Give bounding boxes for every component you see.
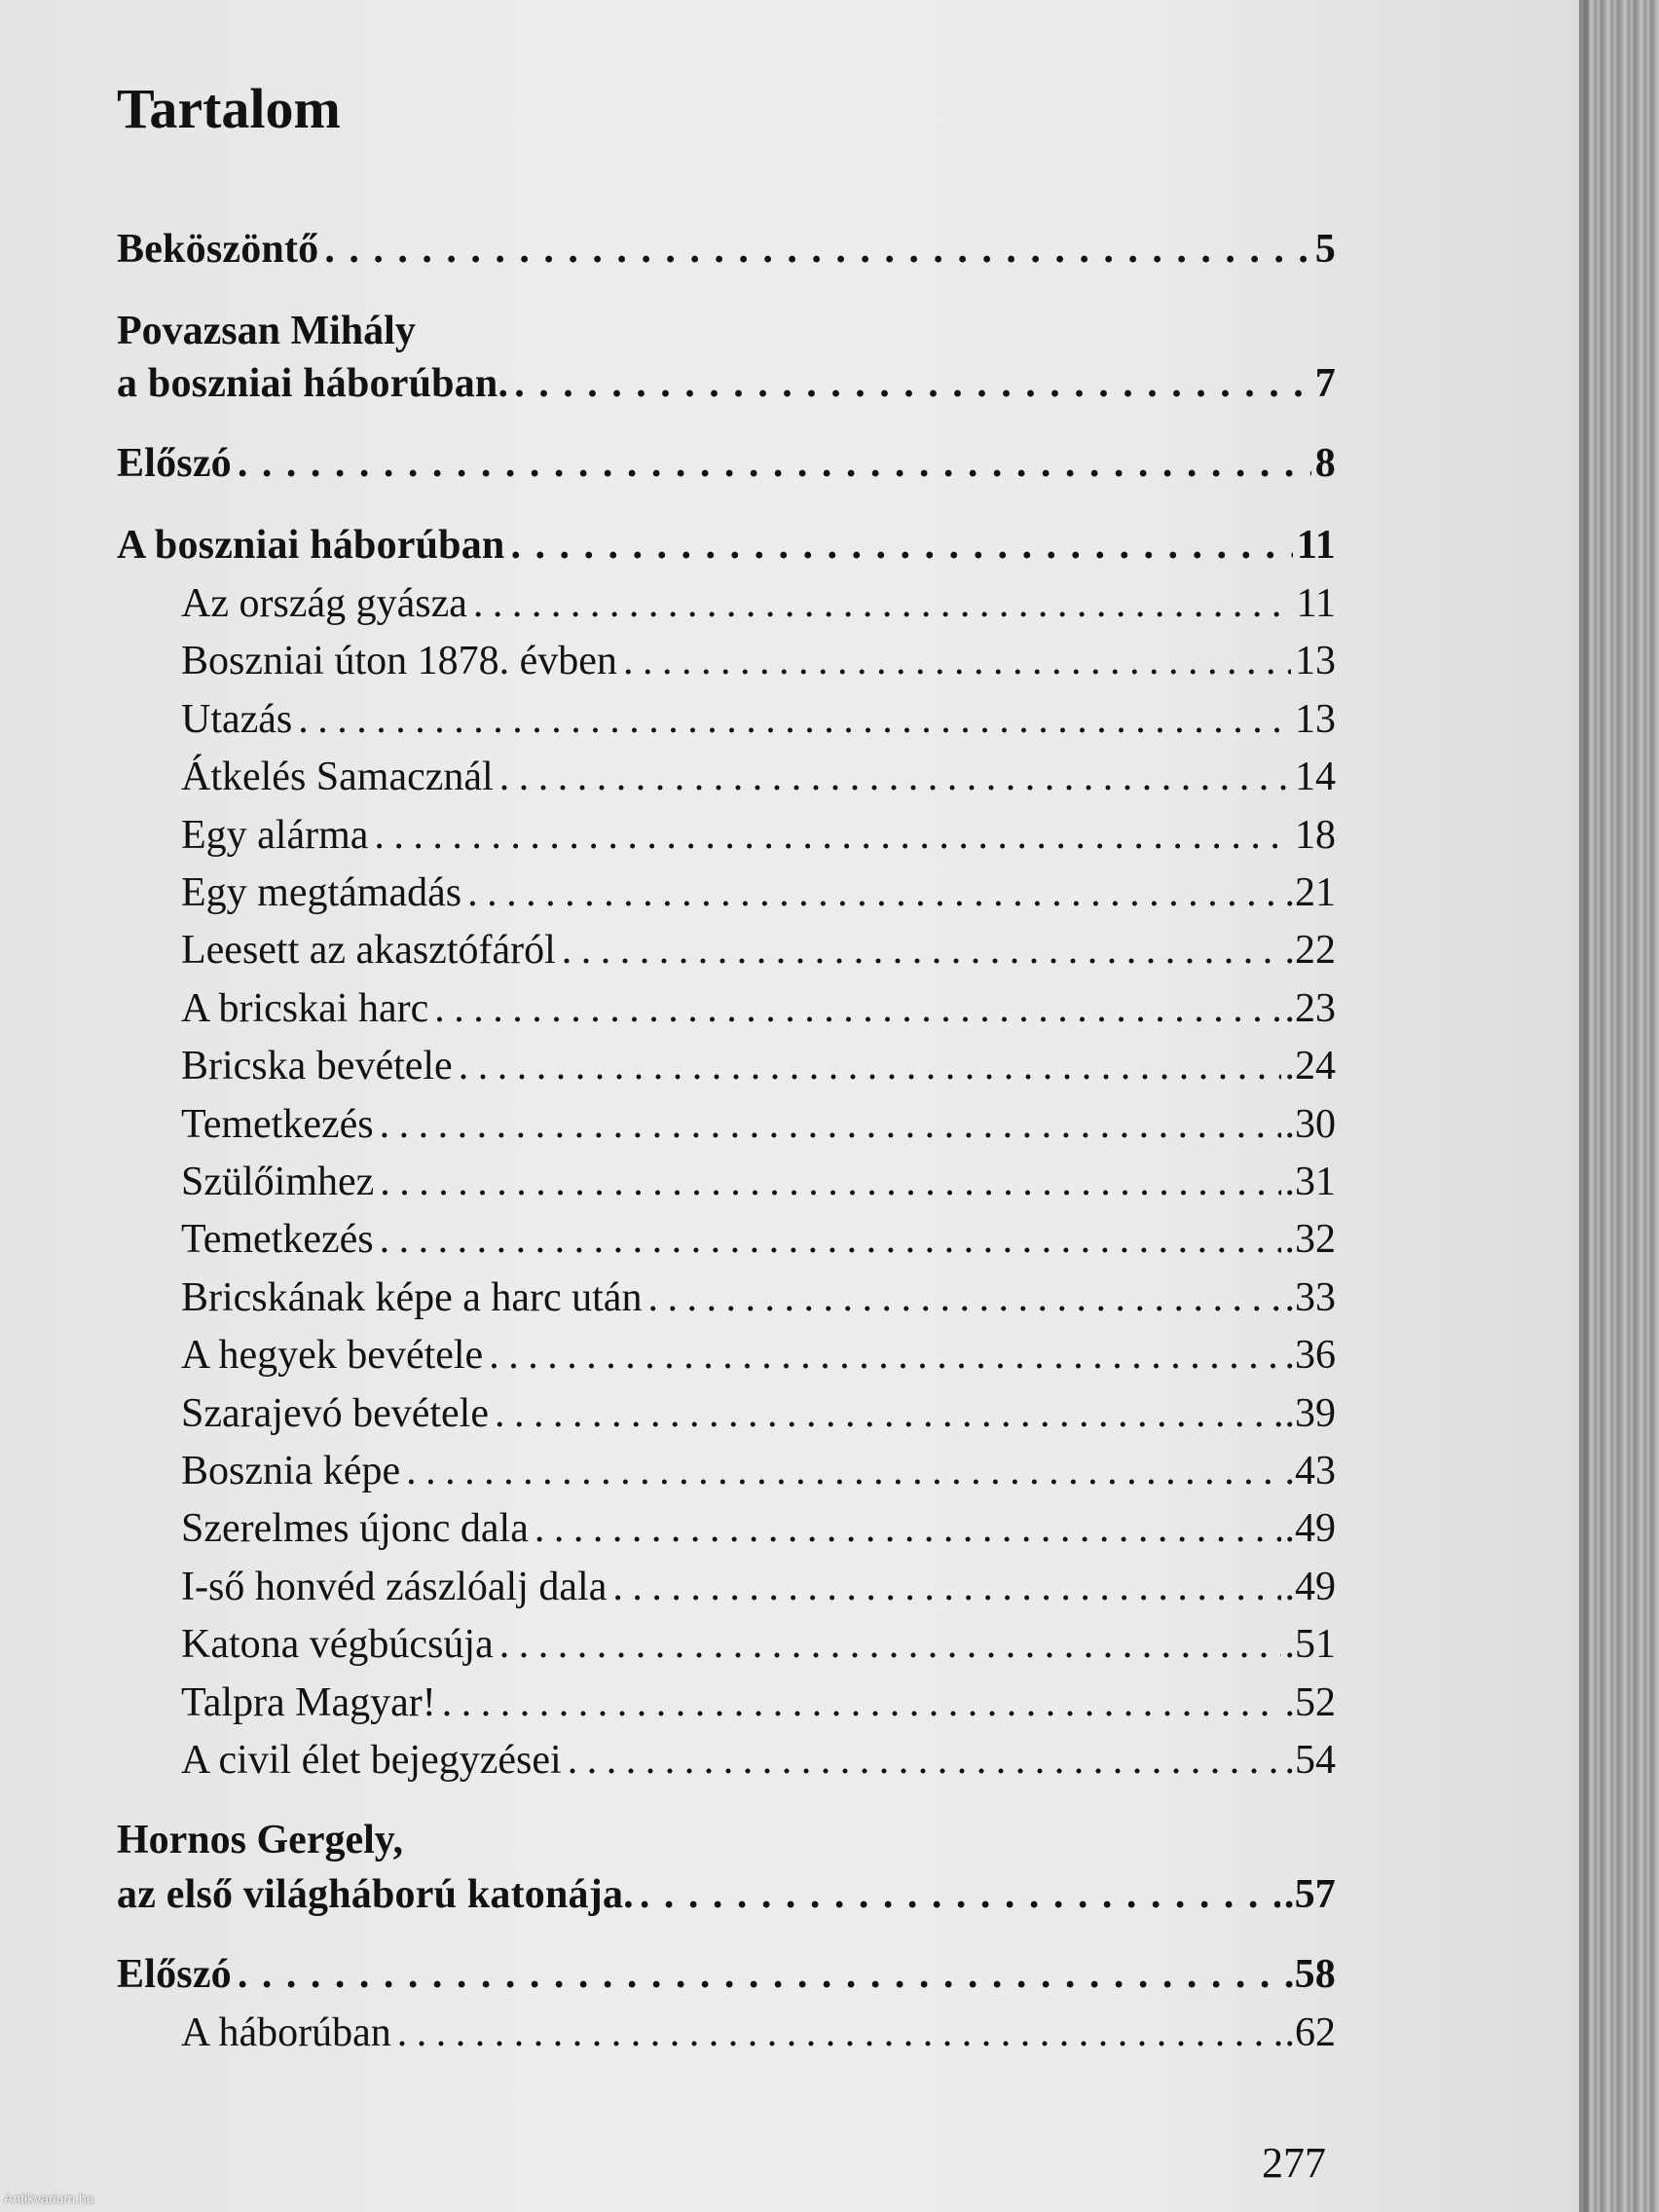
dot-leader: [238, 1951, 1280, 1998]
toc-subentry: [181, 1679, 1336, 1726]
subentry-label: Bricskának képe a harc után: [181, 1274, 643, 1320]
toc-subentry: [181, 1332, 1336, 1379]
subentry-label: Temetkezés: [181, 1217, 374, 1263]
toc-subentry: [181, 927, 1336, 974]
toc-title: Tartalom: [117, 77, 341, 140]
subentry-label: Szarajevó bevétele: [181, 1390, 489, 1436]
subentry-page: .62: [1284, 2010, 1336, 2055]
toc-entry: [117, 1871, 1336, 1918]
dot-leader: [535, 1505, 1281, 1552]
dot-leader: [473, 580, 1293, 627]
dot-leader: [397, 2009, 1281, 2056]
entry-label: a boszniai háborúban.: [117, 361, 509, 406]
subentry-label: Átkelés Samacznál: [181, 755, 494, 800]
toc-subentry: [181, 2009, 1336, 2056]
subentry-page: .23: [1284, 985, 1336, 1031]
dot-leader: [406, 1448, 1280, 1494]
entry-label: az első világháború katonája.: [117, 1872, 634, 1917]
subentry-page: .21: [1284, 870, 1336, 915]
subentry-page: .39: [1284, 1390, 1336, 1436]
subentry-label: Boszniai úton 1878. évben: [181, 639, 617, 684]
toc-subentry: [181, 754, 1336, 800]
subentry-label: Egy megtámadás: [181, 870, 462, 915]
entry-label: Előszó: [117, 1952, 232, 1997]
subentry-label: Szerelmes újonc dala: [181, 1506, 529, 1552]
toc-subentry: [181, 1737, 1336, 1784]
subentry-label: I-ső honvéd zászlóalj dala: [181, 1564, 608, 1609]
subentry-page: .43: [1284, 1449, 1336, 1493]
toc-subentry: [181, 638, 1336, 684]
toc-subentry: [181, 985, 1336, 1032]
entry-page: 8: [1314, 441, 1336, 486]
toc-entry: [117, 226, 1336, 273]
subentry-label: Egy alárma: [181, 812, 369, 858]
entry-label: A boszniai háborúban: [117, 523, 505, 568]
subentry-page: .31: [1284, 1160, 1336, 1204]
subentry-label: Szülőimhez: [181, 1160, 375, 1204]
dot-leader: [499, 754, 1291, 800]
subentry-label: Katona végbúcsúja: [181, 1622, 494, 1668]
entry-page: 11: [1296, 523, 1336, 568]
entry-label: Beköszöntő: [117, 227, 319, 272]
subentry-page: 11: [1296, 581, 1336, 626]
subentry-label: Bosznia képe: [181, 1449, 401, 1493]
dot-leader: [495, 1390, 1281, 1437]
toc-subentry: [181, 1274, 1336, 1321]
dot-leader: [647, 1274, 1280, 1321]
entry-page: .57: [1283, 1872, 1336, 1917]
subentry-label: A hegyek bevétele: [181, 1333, 484, 1379]
dot-leader: [380, 1159, 1280, 1205]
subentry-page: 14: [1295, 755, 1336, 800]
book-page-edges: [1579, 0, 1659, 2212]
subentry-label: Leesett az akasztófáról: [181, 928, 556, 974]
toc-subentry: [181, 1216, 1336, 1263]
dot-leader: [511, 522, 1293, 569]
page-number: 277: [1262, 2139, 1326, 2187]
toc-entry: [117, 360, 1336, 407]
dot-leader: [489, 1332, 1280, 1379]
toc-subentry: [181, 696, 1336, 743]
subentry-page: .36: [1284, 1333, 1336, 1379]
toc-entry: [117, 440, 1336, 487]
subentry-label: A civil élet bejegyzései: [181, 1738, 562, 1783]
toc-subentry: [181, 1043, 1336, 1089]
dot-leader: [380, 1101, 1281, 1148]
dot-leader: [467, 869, 1280, 916]
dot-leader: [434, 985, 1280, 1032]
subentry-label: A bricskai harc: [181, 985, 429, 1031]
dot-leader: [442, 1679, 1281, 1726]
subentry-page: .49: [1284, 1506, 1336, 1552]
subentry-label: A háborúban: [181, 2010, 391, 2055]
toc-subentry: [181, 1159, 1336, 1205]
entry-label-line1: Povazsan Mihály: [117, 309, 416, 353]
dot-leader: [298, 696, 1291, 743]
dot-leader: [568, 1737, 1281, 1784]
watermark: Antikvarium.hu: [4, 2191, 94, 2206]
entry-label: Előszó: [117, 441, 232, 486]
toc-subentry: [181, 580, 1336, 627]
dot-leader: [374, 812, 1291, 859]
subentry-page: .32: [1284, 1217, 1336, 1263]
subentry-label: Bricska bevétele: [181, 1044, 453, 1089]
toc-subentry: [181, 1390, 1336, 1437]
entry-label-line1: Hornos Gergely,: [117, 1818, 403, 1862]
subentry-page: 13: [1295, 639, 1336, 684]
dot-leader: [612, 1564, 1280, 1610]
subentry-label: Az ország gyásza: [181, 581, 467, 626]
subentry-label: Temetkezés: [181, 1101, 374, 1147]
dot-leader: [623, 638, 1291, 684]
toc-subentry: [181, 812, 1336, 859]
toc-subentry: [181, 1564, 1336, 1610]
dot-leader: [324, 226, 1310, 273]
toc-subentry: [181, 869, 1336, 916]
dot-leader: [640, 1871, 1280, 1918]
subentry-page: .49: [1284, 1564, 1336, 1609]
toc-subentry: [181, 1505, 1336, 1552]
dot-leader: [499, 1621, 1281, 1668]
subentry-page: .24: [1284, 1044, 1336, 1089]
toc-subentry: [181, 1448, 1336, 1494]
subentry-page: 13: [1295, 696, 1336, 742]
entry-page: .58: [1283, 1952, 1336, 1997]
dot-leader: [238, 440, 1311, 487]
toc-subentry: [181, 1621, 1336, 1668]
dot-leader: [459, 1043, 1281, 1089]
subentry-page: .51: [1284, 1622, 1336, 1668]
entry-page: 7: [1314, 361, 1336, 406]
subentry-page: .52: [1284, 1679, 1336, 1725]
subentry-page: .30: [1284, 1101, 1336, 1147]
subentry-label: Talpra Magyar!: [181, 1679, 436, 1725]
subentry-page: .33: [1284, 1274, 1336, 1320]
subentry-page: .22: [1284, 928, 1336, 974]
toc-entry: [117, 1951, 1336, 1998]
dot-leader: [514, 360, 1311, 407]
toc-entry: [117, 522, 1336, 569]
subentry-label: Utazás: [181, 696, 293, 742]
dot-leader: [380, 1216, 1281, 1263]
toc-subentry: [181, 1101, 1336, 1148]
dot-leader: [562, 927, 1281, 974]
subentry-page: .54: [1284, 1738, 1336, 1783]
subentry-page: 18: [1295, 812, 1336, 858]
entry-page: 5: [1314, 227, 1336, 272]
